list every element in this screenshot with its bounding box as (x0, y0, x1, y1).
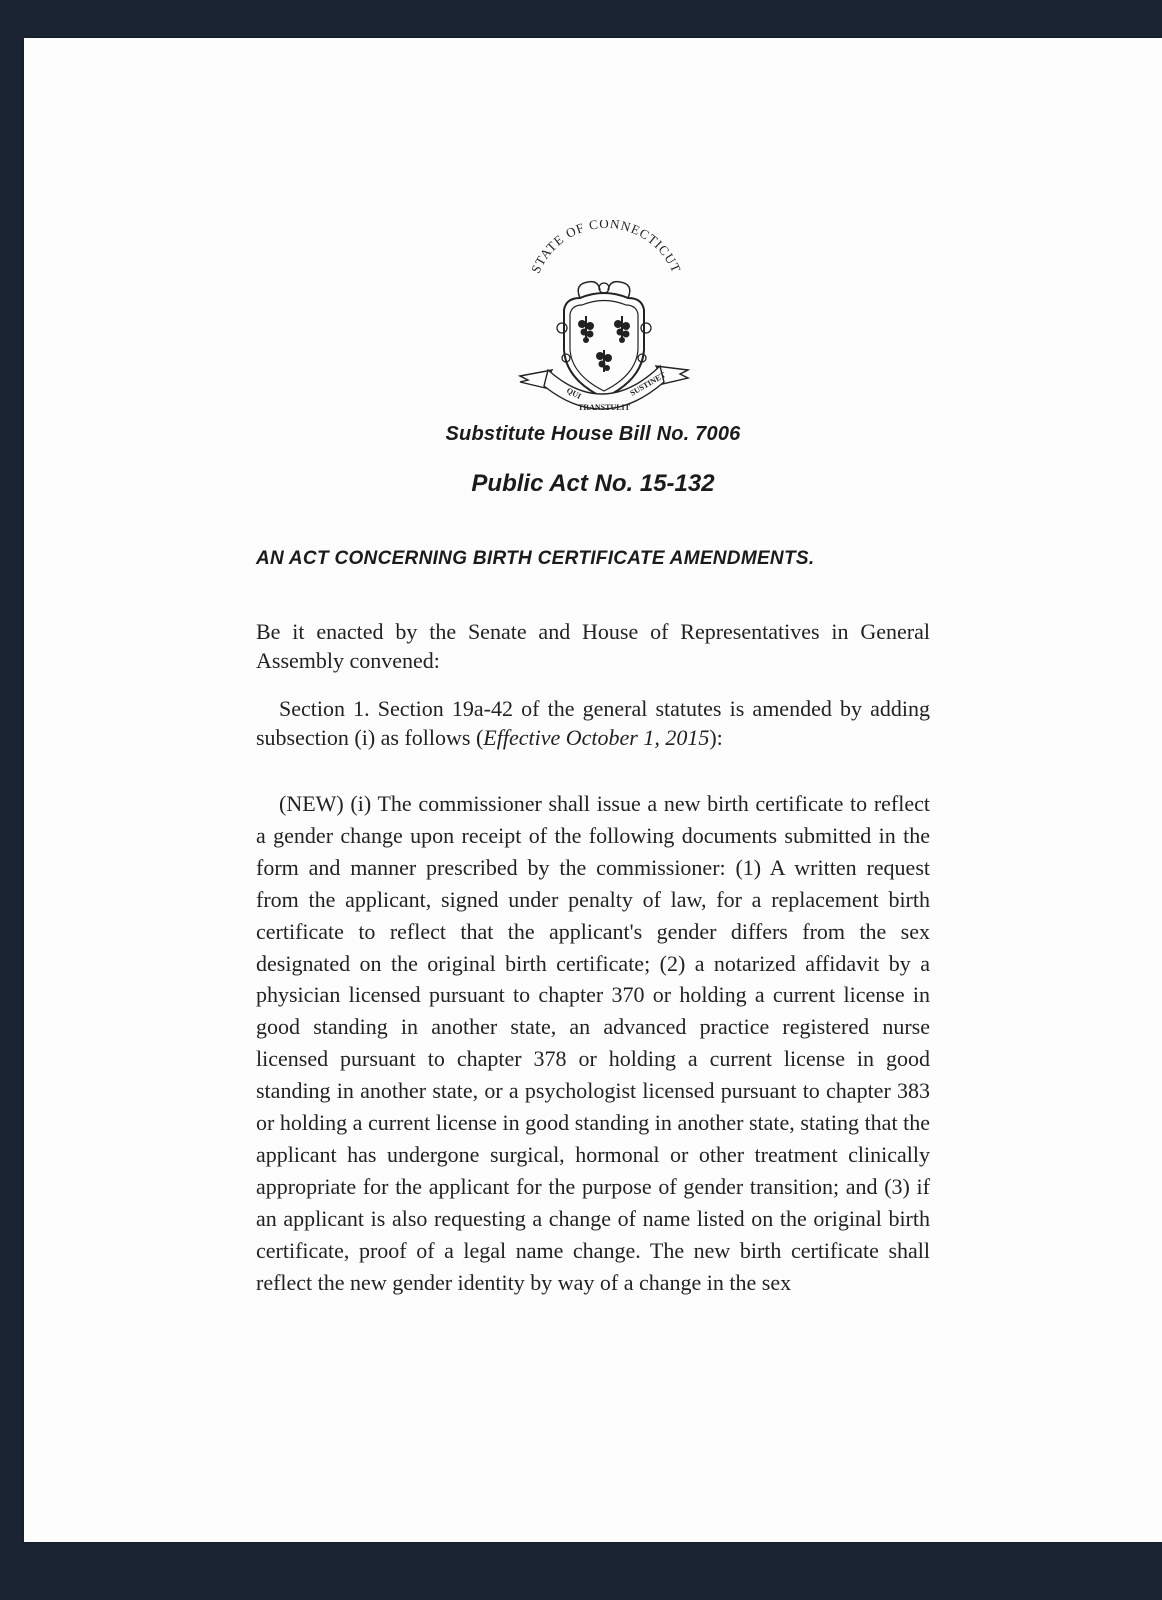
effective-date: Effective October 1, 2015 (483, 725, 710, 750)
section-1-paragraph (256, 694, 930, 752)
seal-top-text: STATE OF CONNECTICUT (527, 220, 685, 276)
enacting-clause: Be it enacted by the Senate and House of Representatives in General Assembly convened: (256, 619, 930, 673)
new-subsection-paragraph: (NEW) (i) The commissioner shall issue a new birth certificate to reflect a gender change upon receipt of the following documents submitted in the form and manner prescribed by the commissioner: (1) A written request from the applicant, signed under penalty of law, for a replacement birth certificate to reflect that the applicant's gender differs from the sex designated on the original birth certificate; (2) a notarized affidavit by a physician licensed pursuant to chapter 370 or holding a current license in good standing in another state, an advanced practice registered nurse licensed pursuant to chapter 378 or holding a current license in good standing in another state, or a psychologist licensed pursuant to chapter 383 or holding a current license in good standing in another state, stating that the applicant has undergone surgical, hormonal or other treatment clinically appropriate for the applicant for the purpose of gender transition; and (3) if an applicant is also requesting a change of name listed on the original birth certificate, proof of a legal name change. The new birth certificate shall reflect the new gender identity by way of a change in the sex (256, 791, 930, 1295)
seal-ribbon-center: TRANSTULIT (577, 403, 631, 412)
section-1-text: Section 1. Section 19a-42 of the general statutes is amended by adding subsection (i) as follows ( (256, 696, 930, 750)
act-title: AN ACT CONCERNING BIRTH CERTIFICATE AMENDMENTS. (256, 548, 815, 569)
seal-ribbon-left: QUI (565, 385, 583, 401)
state-seal-icon (504, 220, 704, 430)
seal-ribbon-right: SUSTINET (628, 370, 668, 398)
section-1-close: ): (709, 725, 723, 750)
bill-number: Substitute House Bill No. 7006 (445, 423, 741, 445)
svg-text:STATE OF CONNECTICUT (528, 220, 684, 275)
public-act-number: Public Act No. 15-132 (471, 470, 715, 497)
document-page (24, 38, 1162, 1542)
